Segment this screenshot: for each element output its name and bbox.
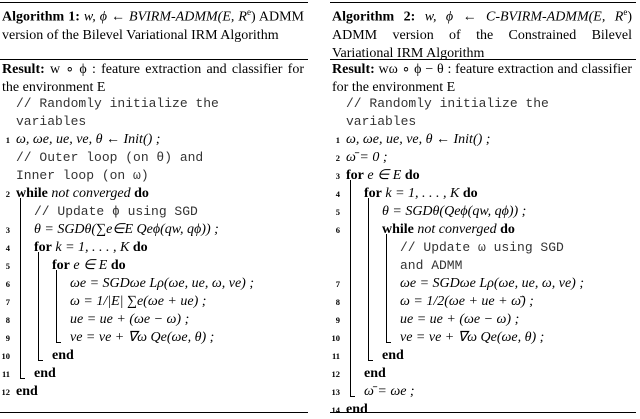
line-number: 2 (5, 189, 10, 199)
line-text (16, 383, 38, 401)
bottom-rule (330, 412, 636, 413)
caption-tail: ) ADMM version of the Bilevel Variational IRM Algorithm (2, 9, 304, 43)
keyword: end (364, 366, 386, 381)
condition: not converged (417, 222, 497, 237)
for-k-block-bar (368, 198, 369, 342)
line-number: 11 (331, 351, 340, 361)
line-text (382, 203, 526, 221)
comment: and ADMM (400, 258, 463, 273)
caption-text: w, ϕ ← BVIRM-ADMM(E, R (79, 9, 247, 25)
statement: ve = ve + ∇ω Qe(ωe, θ) ; (400, 330, 545, 345)
line-number: 4 (5, 243, 10, 253)
line-number: 10 (331, 333, 340, 343)
statement: ve = ve + ∇ω Qe(ωe, θ) ; (70, 330, 215, 345)
statement: ω = 1/2(ωe + ue + ω̄) ; (400, 294, 534, 309)
algorithm-2 (330, 0, 636, 418)
algorithm-2-caption (332, 3, 632, 63)
result-label: Result: (2, 62, 45, 77)
statement: ωe = SGDωe Lρ(ωe, ue, ω, ve) ; (400, 276, 584, 291)
statement: ω, ωe, ue, ve, θ ← Init() ; (16, 132, 161, 147)
keyword: while (16, 186, 48, 201)
keyword: for (346, 168, 364, 183)
line-text (400, 275, 584, 293)
line-text (16, 131, 160, 149)
line-text (346, 149, 388, 167)
keyword: end (346, 402, 368, 417)
caption-rule (0, 59, 308, 60)
line-text (400, 293, 534, 311)
line-number: 8 (5, 315, 10, 325)
algorithm-1-caption (2, 3, 304, 45)
line-text (346, 95, 549, 113)
statement: ω = 1/|E| ∑e(ωe + ue) ; (70, 294, 207, 309)
result-line (2, 61, 304, 97)
line-text (382, 221, 515, 239)
line-number: 12 (1, 387, 10, 397)
line-text (400, 311, 519, 329)
statement: θ = SGDθ(∑e∈E Qeϕ(qw, qϕ)) ; (34, 222, 219, 237)
for-k-block-foot (38, 360, 43, 361)
line-number: 4 (335, 189, 340, 199)
condition: not converged (51, 186, 131, 201)
line-text (400, 257, 462, 275)
line-text (346, 167, 420, 185)
comment: // Update ϕ using SGD (34, 204, 198, 219)
line-text (34, 203, 198, 221)
for-k-block-foot (368, 360, 373, 361)
statement: ue = ue + (ωe − ω) ; (70, 312, 190, 327)
result-line (332, 61, 632, 97)
statement: ω̄ = 0 ; (346, 150, 388, 165)
line-text (16, 149, 203, 167)
line-text (16, 95, 219, 113)
keyword: end (382, 348, 404, 363)
line-text (16, 167, 149, 185)
line-number: 2 (335, 153, 340, 163)
statement: ωe = SGDωe Lρ(ωe, ue, ω, ve) ; (70, 276, 254, 291)
line-number: 7 (335, 279, 340, 289)
result-label: Result: (332, 62, 375, 77)
while-block-foot (20, 378, 25, 379)
keyword: for (364, 186, 382, 201)
caption-sup: e (623, 7, 628, 17)
line-text (364, 185, 478, 203)
caption-label: Algorithm 1: (2, 9, 80, 25)
line-text (34, 221, 219, 239)
keyword: end (16, 384, 38, 399)
line-number: 9 (335, 315, 340, 325)
keyword: end (34, 366, 56, 381)
comment: // Outer loop (on θ) and (16, 150, 204, 165)
comment: // Randomly initialize the (16, 96, 219, 111)
line-number: 1 (335, 135, 340, 145)
line-text (346, 131, 490, 149)
statement: k = 1, . . . , K (55, 240, 130, 255)
while-block-bar (20, 198, 21, 378)
while-block-foot (386, 342, 391, 343)
keyword: for (52, 258, 70, 273)
keyword: do (500, 222, 515, 237)
line-number: 7 (5, 297, 10, 307)
for-k-block-bar-tail (368, 342, 369, 360)
result-text: w ∘ ϕ : feature extraction and classifier for the environment E (2, 62, 304, 95)
keyword: while (382, 222, 414, 237)
statement: ω, ωe, ue, ve, θ ← Init() ; (346, 132, 491, 147)
line-number: 14 (331, 405, 340, 415)
caption-text: w, ϕ ← C-BVIRM-ADMM(E, R (415, 9, 624, 25)
line-text (364, 383, 415, 401)
statement: k = 1, . . . , K (385, 186, 460, 201)
line-number: 6 (335, 225, 340, 235)
comment: // Update ω using SGD (400, 240, 564, 255)
keyword: do (134, 186, 149, 201)
line-number: 11 (1, 369, 10, 379)
while-block-bar (386, 234, 387, 342)
line-text (52, 257, 126, 275)
statement: θ = SGDθ(Qeϕ(qw, qϕ)) ; (382, 204, 527, 219)
line-number: 10 (1, 351, 10, 361)
result-text: wω ∘ ϕ − θ : feature extraction and classifier for the environment E (332, 62, 632, 95)
statement: ω̄ = ωe ; (364, 384, 415, 399)
line-text (70, 293, 206, 311)
for-e-block-foot (56, 342, 61, 343)
for-k-block-bar (38, 252, 39, 360)
line-number: 5 (335, 207, 340, 217)
line-text (70, 311, 189, 329)
comment: variables (16, 114, 87, 129)
line-text (34, 365, 56, 383)
line-number: 5 (5, 261, 10, 271)
for-e-block-bar (350, 180, 351, 378)
line-text (16, 185, 149, 203)
keyword: end (52, 348, 74, 363)
keyword: do (132, 240, 148, 255)
statement: ue = ue + (ωe − ω) ; (400, 312, 520, 327)
for-e-block-bar-tail (350, 378, 351, 396)
statement: e ∈ E (73, 258, 108, 273)
algorithm-1 (0, 0, 308, 418)
line-text (400, 329, 544, 347)
line-text (52, 347, 74, 365)
bottom-rule (0, 412, 308, 413)
keyword: do (462, 186, 478, 201)
line-number: 8 (335, 297, 340, 307)
caption-tail: ) ADMM version of the Constrained Bilevel Variational IRM Algorithm (332, 9, 632, 61)
caption-rule (330, 59, 636, 60)
line-text (34, 239, 148, 257)
line-number: 6 (5, 279, 10, 289)
for-e-block-bar (56, 270, 57, 342)
keyword: do (404, 168, 420, 183)
line-text (70, 329, 214, 347)
line-text (70, 275, 254, 293)
keyword: for (34, 240, 52, 255)
line-number: 13 (331, 387, 340, 397)
caption-sup: e (246, 7, 251, 17)
line-number: 12 (331, 369, 340, 379)
line-text (364, 365, 386, 383)
comment: // Randomly initialize the (346, 96, 549, 111)
comment: variables (346, 114, 417, 129)
line-text (346, 401, 368, 419)
line-text (16, 113, 86, 131)
statement: e ∈ E (367, 168, 402, 183)
line-number: 1 (5, 135, 10, 145)
for-e-block-foot (350, 396, 355, 397)
comment: Inner loop (on ω) (16, 168, 149, 183)
line-number: 9 (5, 333, 10, 343)
keyword: do (110, 258, 126, 273)
line-text (346, 113, 416, 131)
line-number: 3 (335, 171, 340, 181)
line-text (400, 239, 564, 257)
line-number: 3 (5, 225, 10, 235)
line-text (382, 347, 404, 365)
caption-label: Algorithm 2: (332, 9, 416, 25)
